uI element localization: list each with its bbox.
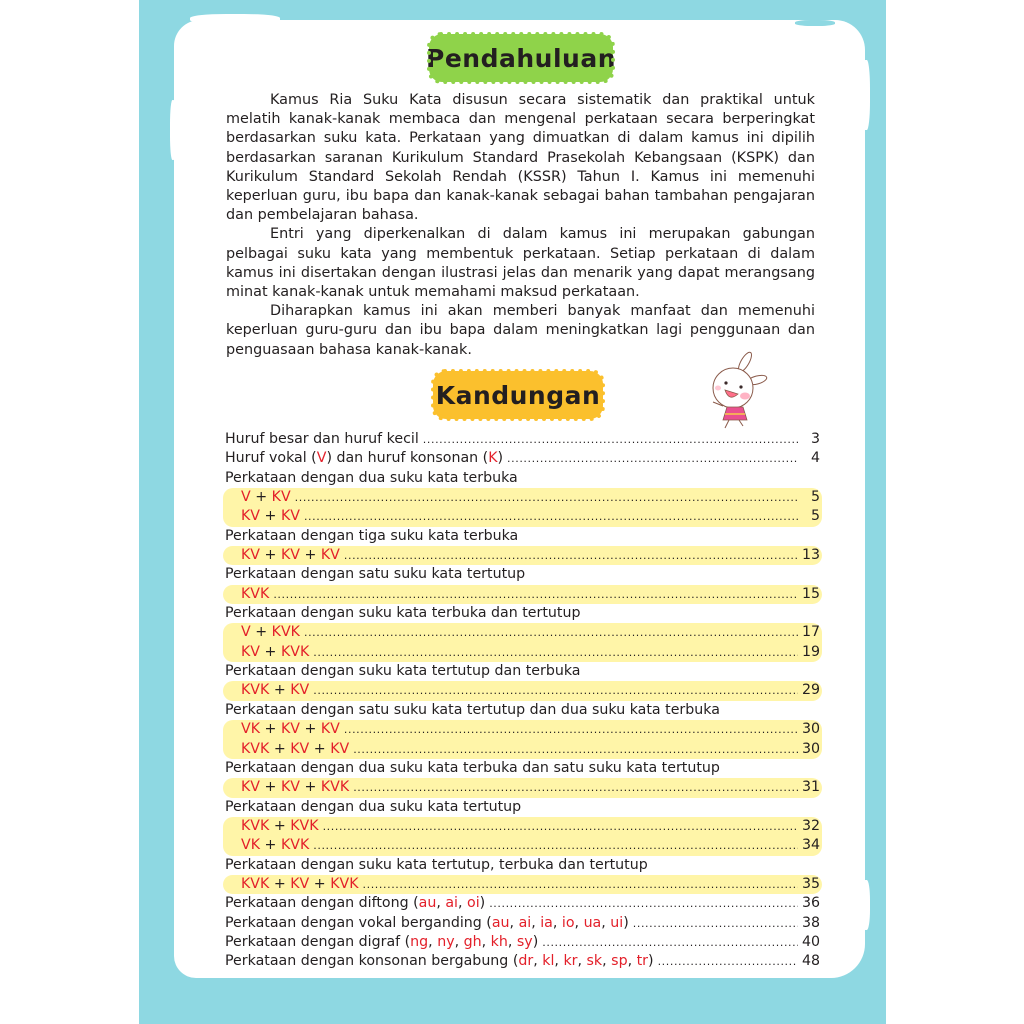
syllable-pattern: KVK	[241, 585, 270, 602]
label-text: +	[260, 837, 281, 854]
brush-stroke-decoration	[862, 880, 870, 930]
syllable-pattern: KVK	[241, 682, 270, 699]
syllable-pattern: V	[241, 489, 251, 506]
toc-entry-label	[225, 469, 522, 488]
toc-sub-entry[interactable]	[225, 778, 820, 797]
toc-entry-label	[225, 720, 344, 739]
toc-entry[interactable]	[225, 914, 820, 933]
toc-group-heading[interactable]	[225, 662, 820, 681]
dot-leader	[423, 430, 798, 449]
toc-sub-entry[interactable]	[225, 585, 820, 604]
label-text: +	[309, 740, 331, 757]
label-text: +	[260, 643, 281, 660]
label-text: +	[260, 721, 281, 738]
label-text: Perkataan dengan suku kata tertutup, terbuka dan tertutup	[225, 856, 648, 873]
page-number: 38	[801, 914, 820, 931]
syllable-pattern: KV	[241, 508, 261, 525]
page-number: 29	[801, 682, 820, 699]
label-text: )	[479, 895, 486, 912]
label-text: Perkataan dengan suku kata tertutup dan terbuka	[225, 663, 581, 680]
label-text: Perkataan dengan satu suku kata tertutup	[225, 566, 526, 583]
toc-sub-entry[interactable]	[225, 643, 820, 662]
syllable-pattern: ny	[437, 933, 455, 950]
highlight-group	[223, 546, 822, 565]
toc-entry-label	[225, 875, 363, 894]
syllable-pattern: VK	[241, 721, 261, 738]
toc-group-heading[interactable]	[225, 565, 820, 584]
page-number: 30	[801, 721, 820, 738]
bunny-cheek	[740, 393, 750, 400]
dot-leader	[313, 643, 798, 662]
toc-entry-label	[225, 604, 584, 623]
toc-sub-entry[interactable]	[225, 720, 820, 739]
syllable-pattern: ia	[540, 914, 553, 931]
toc-entry-label	[225, 527, 522, 546]
label-text: +	[250, 489, 272, 506]
label-text: ,	[574, 914, 584, 931]
page-number: 17	[801, 624, 820, 641]
highlight-group	[223, 585, 822, 604]
label-text: +	[309, 875, 331, 892]
toc-entry-label	[225, 662, 584, 681]
toc-entry-label	[225, 740, 353, 759]
toc-sub-entry[interactable]	[225, 546, 820, 565]
section-heading-kandungan	[436, 374, 600, 416]
syllable-pattern: KV	[241, 547, 261, 564]
syllable-pattern: KVK	[241, 817, 270, 834]
page-number: 19	[801, 643, 820, 660]
toc-entry-label	[225, 565, 529, 584]
syllable-pattern: KV	[290, 875, 310, 892]
toc-sub-entry[interactable]	[225, 836, 820, 855]
syllable-pattern: oi	[467, 895, 480, 912]
toc-entry[interactable]	[225, 952, 820, 971]
syllable-pattern: KVK	[280, 643, 310, 660]
label-text: Perkataan dengan diftong (	[225, 895, 419, 912]
syllable-pattern: KVK	[241, 875, 270, 892]
bunny-cheek	[715, 386, 721, 391]
label-text: ,	[531, 914, 541, 931]
heading-text: Pendahuluan	[426, 43, 616, 73]
toc-group-heading[interactable]	[225, 604, 820, 623]
syllable-pattern: dr	[518, 953, 534, 970]
syllable-pattern: KV	[290, 682, 310, 699]
toc-sub-entry[interactable]	[225, 681, 820, 700]
dot-leader	[363, 875, 798, 894]
label-text: ,	[627, 953, 637, 970]
toc-sub-entry[interactable]	[225, 875, 820, 894]
toc-sub-entry[interactable]	[225, 507, 820, 526]
page-number: 30	[801, 740, 820, 757]
toc-entry-label	[225, 914, 633, 933]
label-text: +	[250, 624, 272, 641]
syllable-pattern: KVK	[290, 817, 319, 834]
highlight-group	[223, 875, 822, 894]
toc-group-heading[interactable]	[225, 856, 820, 875]
label-text: ,	[436, 895, 446, 912]
highlight-group	[223, 778, 822, 797]
syllable-pattern: KV	[280, 508, 300, 525]
syllable-pattern: ui	[610, 914, 624, 931]
toc-group-heading[interactable]	[225, 798, 820, 817]
dot-leader	[295, 488, 798, 507]
brush-stroke-decoration	[190, 14, 280, 24]
syllable-pattern: KVK	[320, 779, 350, 796]
page-number: 3	[810, 431, 820, 447]
syllable-pattern: KV	[271, 489, 291, 506]
label-text: ,	[507, 933, 517, 950]
label-text: Perkataan dengan konsonan bergabung (	[225, 953, 519, 970]
dot-leader	[344, 546, 798, 565]
heading-text: Kandungan	[435, 380, 601, 410]
page-number: 35	[801, 875, 820, 892]
page-number: 5	[810, 508, 820, 525]
label-text: ,	[458, 895, 468, 912]
page-number: 5	[810, 489, 820, 506]
dot-leader	[304, 623, 798, 642]
toc-sub-entry[interactable]	[225, 817, 820, 836]
dot-leader	[489, 894, 798, 913]
label-text: ,	[533, 953, 543, 970]
syllable-pattern: ai	[445, 895, 458, 912]
toc-group-heading[interactable]	[225, 701, 820, 720]
page-number: 32	[801, 817, 820, 834]
syllable-pattern: kl	[542, 953, 555, 970]
label-text: ,	[601, 914, 611, 931]
toc-entry-label	[225, 681, 313, 700]
label-text: Perkataan dengan digraf (	[225, 933, 411, 950]
toc-entry-label	[225, 449, 507, 468]
syllable-pattern: au	[418, 895, 437, 912]
introduction-text	[226, 91, 815, 360]
dot-leader	[323, 817, 798, 836]
toc-entry-label	[225, 585, 273, 604]
table-of-contents	[225, 430, 820, 972]
syllable-pattern: KV	[280, 547, 300, 564]
toc-sub-entry[interactable]	[225, 623, 820, 642]
label-text: +	[269, 740, 291, 757]
page-number: 48	[801, 953, 820, 970]
label-text: ) dan huruf konsonan (	[326, 450, 489, 467]
toc-entry-label	[225, 952, 658, 971]
bunny-leg	[725, 420, 743, 428]
syllable-pattern: KV	[241, 779, 261, 796]
page-number: 13	[801, 547, 820, 564]
dot-leader	[353, 740, 798, 759]
label-text: +	[299, 547, 321, 564]
page-number: 34	[801, 837, 820, 854]
syllable-pattern: KV	[280, 779, 300, 796]
syllable-pattern: KV	[330, 740, 350, 757]
syllable-pattern: ai	[518, 914, 532, 931]
syllable-pattern: au	[491, 914, 510, 931]
highlight-group	[223, 488, 822, 527]
dot-leader	[507, 449, 798, 468]
label-text: ,	[481, 933, 491, 950]
dot-leader	[344, 720, 798, 739]
toc-entry-label	[225, 778, 353, 797]
toc-entry-label	[225, 430, 423, 449]
toc-entry-label	[225, 701, 724, 720]
label-text: +	[260, 508, 281, 525]
toc-entry-label	[225, 546, 344, 565]
highlight-group	[223, 817, 822, 856]
intro-paragraph: Kamus Ria Suku Kata disusun secara sistematik dan praktikal untuk melatih kanak-kanak membaca dan mengenal perkataan secara berperingkat berdasarkan suku kata. Perkataan yang dimuatkan di dalam kamus ini dipilih berdasarkan saranan Kurikulum Standard Prasekolah Kebangsaan (KSPK) dan Kurikulum Standard Sekolah Rendah (KSSR) Tahun I. Kamus ini memenuhi keperluan guru, ibu bapa dan kanak-kanak sebagai bahan tambahan pengajaran dan pembelajaran bahasa.	[226, 92, 815, 224]
dot-leader	[353, 778, 798, 797]
syllable-pattern: sp	[611, 953, 628, 970]
label-text: +	[260, 779, 281, 796]
label-text: ,	[554, 953, 564, 970]
toc-entry-label	[225, 856, 652, 875]
label-text: +	[260, 547, 281, 564]
highlight-group	[223, 623, 822, 662]
label-text: )	[623, 914, 629, 931]
syllable-pattern: kh	[490, 933, 508, 950]
label-text: +	[299, 721, 321, 738]
syllable-pattern: V	[241, 624, 251, 641]
toc-entry-label	[225, 623, 304, 642]
label-text: +	[269, 817, 291, 834]
label-text: +	[269, 875, 291, 892]
toc-entry-label	[225, 836, 313, 855]
highlight-group	[223, 720, 822, 759]
label-text: +	[299, 779, 321, 796]
page-number: 36	[801, 895, 820, 912]
toc-sub-entry[interactable]	[225, 740, 820, 759]
dot-leader	[658, 952, 798, 971]
intro-paragraph: Entri yang diperkenalkan di dalam kamus ini merupakan gabungan pelbagai suku kata yang membentuk perkataan. Setiap perkataan di dalam kamus ini disertakan dengan ilustrasi jelas dan menarik yang dapat merangsang minat kanak-kanak untuk memahami maksud perkataan.	[226, 226, 815, 301]
label-text: )	[497, 450, 504, 467]
syllable-pattern: KV	[241, 643, 261, 660]
syllable-pattern: K	[488, 450, 498, 467]
section-heading-pendahuluan	[426, 37, 616, 79]
syllable-pattern: tr	[636, 953, 649, 970]
toc-entry-label	[225, 798, 525, 817]
syllable-pattern: KVK	[280, 837, 310, 854]
syllable-pattern: gh	[463, 933, 482, 950]
toc-entry[interactable]	[225, 430, 820, 449]
syllable-pattern: KV	[320, 547, 340, 564]
page-number: 4	[810, 450, 820, 467]
toc-group-heading[interactable]	[225, 527, 820, 546]
toc-entry-label	[225, 894, 489, 913]
syllable-pattern: KV	[320, 721, 340, 738]
syllable-pattern: KV	[280, 721, 300, 738]
label-text: Huruf vokal (	[225, 450, 317, 467]
syllable-pattern: io	[561, 914, 575, 931]
syllable-pattern: KVK	[330, 875, 359, 892]
dot-leader	[313, 681, 798, 700]
label-text: ,	[428, 933, 438, 950]
label-text: ,	[454, 933, 464, 950]
dot-leader	[304, 507, 798, 526]
toc-entry[interactable]	[225, 933, 820, 952]
syllable-pattern: KVK	[271, 624, 300, 641]
syllable-pattern: sy	[516, 933, 533, 950]
toc-entry-label	[225, 643, 313, 662]
toc-entry-label	[225, 933, 542, 952]
syllable-pattern: ua	[583, 914, 602, 931]
label-text: ,	[577, 953, 587, 970]
label-text: Huruf besar dan huruf kecil	[225, 431, 419, 447]
brush-stroke-decoration	[862, 60, 870, 130]
syllable-pattern: ng	[410, 933, 429, 950]
toc-entry-label	[225, 759, 724, 778]
page-number: 15	[801, 585, 820, 602]
dot-leader	[542, 933, 798, 952]
label-text: Perkataan dengan dua suku kata tertutup	[225, 798, 522, 815]
label-text: ,	[509, 914, 519, 931]
dot-leader	[633, 914, 798, 933]
label-text: Perkataan dengan dua suku kata terbuka dan satu suku kata tertutup	[225, 759, 720, 776]
label-text: ,	[552, 914, 562, 931]
syllable-pattern: KV	[290, 740, 310, 757]
page-number: 40	[801, 933, 820, 950]
bunny-eye	[724, 381, 727, 384]
toc-entry[interactable]	[225, 894, 820, 913]
label-text: Perkataan dengan tiga suku kata terbuka	[225, 527, 519, 544]
toc-entry[interactable]	[225, 449, 820, 468]
bunny-mascot-illustration	[693, 350, 773, 430]
bunny-eye	[739, 385, 742, 388]
toc-sub-entry[interactable]	[225, 488, 820, 507]
toc-entry-label	[225, 507, 304, 526]
syllable-pattern: VK	[241, 837, 261, 854]
label-text: Perkataan dengan dua suku kata terbuka	[225, 469, 518, 486]
brush-stroke-decoration	[795, 20, 835, 26]
intro-paragraph: Diharapkan kamus ini akan memberi banyak manfaat dan memenuhi keperluan guru-guru dan ibu bapa dalam meningkatkan lagi penggunaan dan penguasaan bahasa kanak-kanak.	[226, 303, 815, 358]
highlight-group	[223, 681, 822, 700]
label-text: +	[269, 682, 291, 699]
syllable-pattern: kr	[563, 953, 578, 970]
label-text: Perkataan dengan satu suku kata tertutup dan dua suku kata terbuka	[225, 701, 720, 718]
label-text: )	[532, 933, 539, 950]
toc-entry-label	[225, 488, 295, 507]
dot-leader	[273, 585, 798, 604]
label-text: Perkataan dengan suku kata terbuka dan tertutup	[225, 605, 581, 622]
page-number: 31	[801, 779, 820, 796]
label-text: Perkataan dengan vokal berganding (	[225, 914, 492, 931]
brush-stroke-decoration	[170, 100, 176, 160]
toc-group-heading[interactable]	[225, 759, 820, 778]
syllable-pattern: sk	[586, 953, 603, 970]
label-text: )	[648, 953, 654, 970]
syllable-pattern: V	[316, 450, 327, 467]
toc-entry-label	[225, 817, 323, 836]
dot-leader	[313, 836, 798, 855]
toc-group-heading[interactable]	[225, 469, 820, 488]
label-text: ,	[602, 953, 612, 970]
syllable-pattern: KVK	[241, 740, 270, 757]
